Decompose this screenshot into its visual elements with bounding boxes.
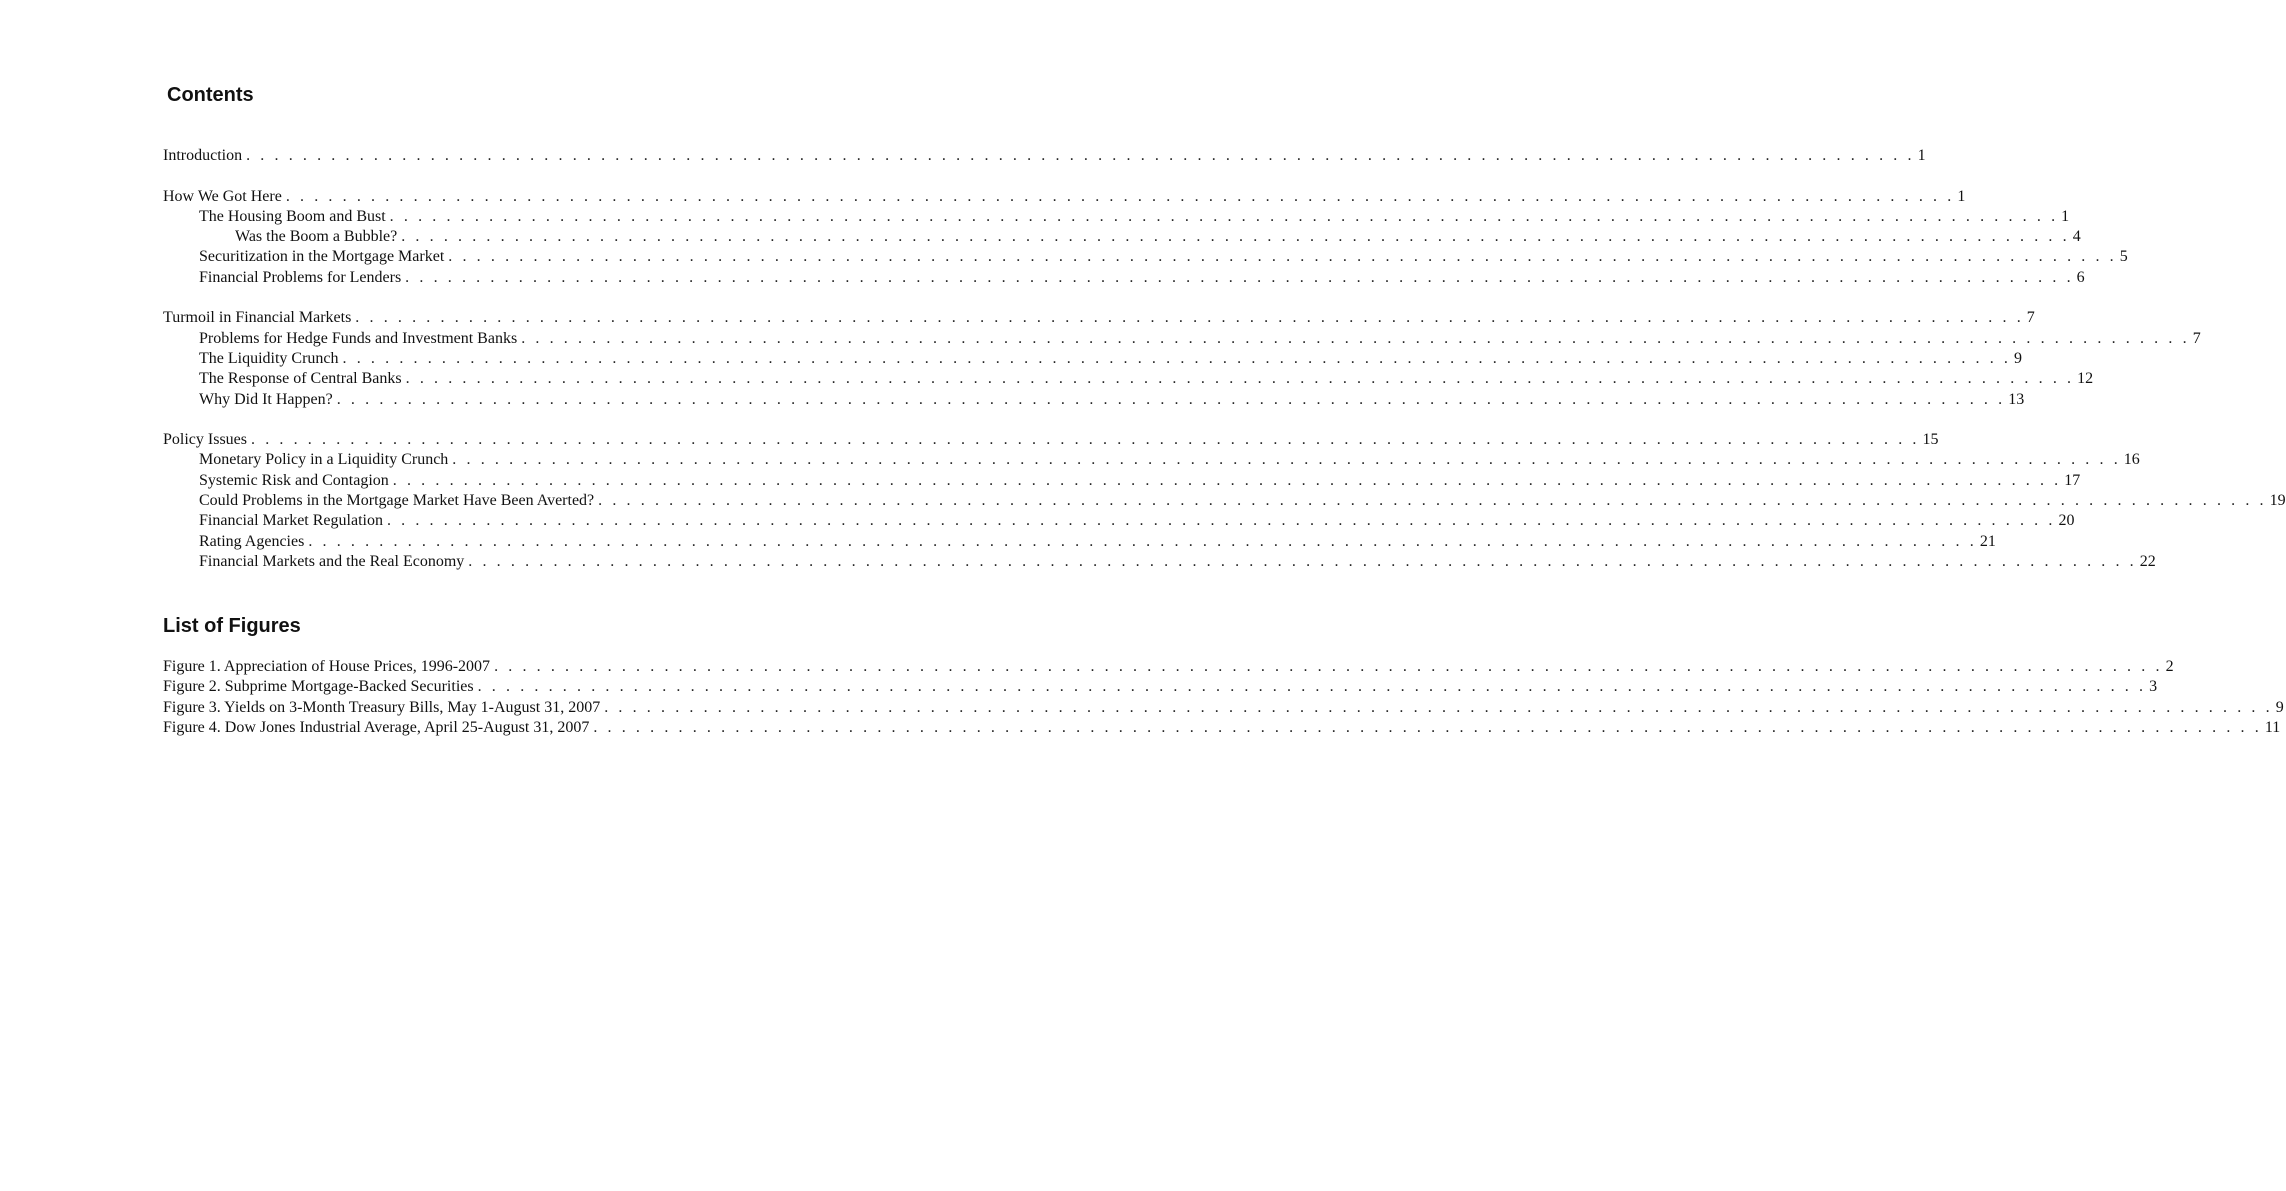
toc-entry-page-number: 22 bbox=[2139, 552, 2156, 570]
dot-leader: . . . . . . . . . . . . . . . . . . . . . . . . . . . . . . . . . . . . . . . . . . . . . . . . . . . . . . . . . . . . . . . . . . . . . . . . . . . . . . . . . . . . . . . . . . . . . . . . . . . . . . . . . . . . . . . . . . . . . . bbox=[336, 390, 2006, 408]
toc-entry[interactable] bbox=[163, 146, 1926, 166]
toc-entry-title: Securitization in the Mortgage Market bbox=[199, 248, 445, 266]
toc-entry-page-number: 20 bbox=[2058, 512, 2075, 530]
toc-entry-page-number: 13 bbox=[2008, 390, 2025, 408]
toc-entry-title: Problems for Hedge Funds and Investment Banks bbox=[199, 329, 518, 347]
toc-entry-title: Policy Issues bbox=[163, 431, 247, 449]
dot-leader: . . . . . . . . . . . . . . . . . . . . . . . . . . . . . . . . . . . . . . . . . . . . . . . . . . . . . . . . . . . . . . . . . . . . . . . . . . . . . . . . . . . . . . . . . . . . . . . . . . . . . . . . . . . . . . . . . . . . . . bbox=[405, 268, 2074, 286]
toc-entry[interactable] bbox=[163, 349, 2023, 369]
list-of-figures-heading: List of Figures bbox=[163, 615, 301, 637]
toc-entry-title: The Response of Central Banks bbox=[199, 370, 402, 388]
toc-entry-title: Financial Market Regulation bbox=[199, 512, 383, 530]
toc-entry[interactable] bbox=[163, 450, 2140, 470]
toc-entry-page-number: 19 bbox=[2269, 492, 2286, 510]
dot-leader: . . . . . . . . . . . . . . . . . . . . . . . . . . . . . . . . . . . . . . . . . . . . . . . . . . . . . . . . . . . . . . . . . . . . . . . . . . . . . . . . . . . . . . . . . . . . . . . . . . . . . . . . . . . . . . . . . . . . . . bbox=[598, 492, 2267, 510]
toc-entry[interactable] bbox=[163, 552, 2156, 572]
figure-entry-title: Figure 2. Subprime Mortgage-Backed Securities bbox=[163, 678, 474, 696]
toc-entry-page-number: 1 bbox=[1917, 147, 1926, 164]
toc-entry[interactable] bbox=[163, 430, 1939, 450]
figure-entry-page-number: 3 bbox=[2149, 678, 2158, 696]
toc-entry-title: Could Problems in the Mortgage Market Have Been Averted? bbox=[199, 492, 595, 510]
dot-leader: . . . . . . . . . . . . . . . . . . . . . . . . . . . . . . . . . . . . . . . . . . . . . . . . . . . . . . . . . . . . . . . . . . . . . . . . . . . . . . . . . . . . . . . . . . . . . . . . . . . . . . . . . . . . . . . . . . . . . . bbox=[468, 552, 2137, 570]
toc-entry-title: Systemic Risk and Contagion bbox=[199, 471, 389, 489]
toc-entry-title: Rating Agencies bbox=[199, 532, 305, 550]
toc-entry[interactable] bbox=[163, 532, 1996, 552]
toc-entry[interactable] bbox=[163, 491, 2286, 511]
toc-entry-page-number: 1 bbox=[2061, 207, 2070, 225]
toc-entry-page-number: 16 bbox=[2123, 451, 2140, 469]
figure-entry-page-number: 9 bbox=[2275, 698, 2284, 716]
toc-entry[interactable] bbox=[163, 390, 2025, 410]
dot-leader: . . . . . . . . . . . . . . . . . . . . . . . . . . . . . . . . . . . . . . . . . . . . . . . . . . . . . . . . . . . . . . . . . . . . . . . . . . . . . . . . . . . . . . . . . . . . . . . . . . . . . . . . . . . . . . . . . . . . . . bbox=[308, 532, 1977, 550]
figure-entry-page-number: 11 bbox=[2264, 718, 2281, 736]
dot-leader: . . . . . . . . . . . . . . . . . . . . . . . . . . . . . . . . . . . . . . . . . . . . . . . . . . . . . . . . . . . . . . . . . . . . . . . . . . . . . . . . . . . . . . . . . . . . . . . . . . . . . . . . . . . . . . . . . . . . . . bbox=[251, 431, 1920, 449]
dot-leader: . . . . . . . . . . . . . . . . . . . . . . . . . . . . . . . . . . . . . . . . . . . . . . . . . . . . . . . . . . . . . . . . . . . . . . . . . . . . . . . . . . . . . . . . . . . . . . . . . . . . . . . . . . . . . . . . . . . . . . bbox=[494, 658, 2163, 675]
dot-leader: . . . . . . . . . . . . . . . . . . . . . . . . . . . . . . . . . . . . . . . . . . . . . . . . . . . . . . . . . . . . . . . . . . . . . . . . . . . . . . . . . . . . . . . . . . . . . . . . . . . . . . . . . . . . . . . . . . . . . . bbox=[342, 349, 2012, 367]
toc-entry[interactable] bbox=[163, 247, 2128, 267]
toc-entry-page-number: 1 bbox=[1957, 187, 1966, 205]
contents-section-group bbox=[163, 146, 1926, 166]
toc-entry-title: The Housing Boom and Bust bbox=[199, 207, 386, 225]
toc-entry-page-number: 15 bbox=[1922, 431, 1939, 449]
figure-entry-title: Figure 4. Dow Jones Industrial Average, April 25-August 31, 2007 bbox=[163, 718, 590, 736]
toc-entry-page-number: 17 bbox=[2064, 471, 2081, 489]
toc-entry-page-number: 7 bbox=[2192, 329, 2201, 347]
contents-heading: Contents bbox=[167, 84, 254, 106]
dot-leader: . . . . . . . . . . . . . . . . . . . . . . . . . . . . . . . . . . . . . . . . . . . . . . . . . . . . . . . . . . . . . . . . . . . . . . . . . . . . . . . . . . . . . . . . . . . . . . . . . . . . . . . . . . . . . . . . . . . . . . bbox=[405, 370, 2075, 388]
toc-entry[interactable] bbox=[163, 207, 2070, 227]
toc-entry[interactable] bbox=[163, 471, 2081, 491]
figures-list bbox=[163, 657, 2284, 738]
dot-leader: . . . . . . . . . . . . . . . . . . . . . . . . . . . . . . . . . . . . . . . . . . . . . . . . . . . . . . . . . . . . . . . . . . . . . . . . . . . . . . . . . . . . . . . . . . . . . . . . . . . . . . . . . . . . . . . . . . . . . . bbox=[401, 228, 2070, 246]
toc-entry[interactable] bbox=[163, 187, 1966, 207]
contents-list bbox=[163, 146, 2286, 572]
toc-entry-page-number: 21 bbox=[1979, 532, 1996, 550]
figure-entry[interactable] bbox=[163, 677, 2158, 697]
toc-entry-page-number: 12 bbox=[2077, 370, 2094, 388]
toc-entry[interactable] bbox=[163, 308, 2035, 328]
figure-entry-title: Figure 3. Yields on 3-Month Treasury Bills, May 1-August 31, 2007 bbox=[163, 698, 601, 716]
toc-entry-title: Financial Problems for Lenders bbox=[199, 268, 402, 286]
dot-leader: . . . . . . . . . . . . . . . . . . . . . . . . . . . . . . . . . . . . . . . . . . . . . . . . . . . . . . . . . . . . . . . . . . . . . . . . . . . . . . . . . . . . . . . . . . . . . . . . . . . . . . . . . . . . . . . . . . . . . . bbox=[452, 451, 2121, 469]
dot-leader: . . . . . . . . . . . . . . . . . . . . . . . . . . . . . . . . . . . . . . . . . . . . . . . . . . . . . . . . . . . . . . . . . . . . . . . . . . . . . . . . . . . . . . . . . . . . . . . . . . . . . . . . . . . . . . . . . . . . . . bbox=[386, 512, 2056, 530]
toc-entry-title: Was the Boom a Bubble? bbox=[235, 228, 398, 246]
toc-entry-page-number: 4 bbox=[2072, 228, 2081, 246]
figure-entry[interactable] bbox=[163, 657, 2174, 677]
dot-leader: . . . . . . . . . . . . . . . . . . . . . . . . . . . . . . . . . . . . . . . . . . . . . . . . . . . . . . . . . . . . . . . . . . . . . . . . . . . . . . . . . . . . . . . . . . . . . . . . . . . . . . . . . . . . . . . . . . . . . . bbox=[477, 678, 2147, 696]
dot-leader: . . . . . . . . . . . . . . . . . . . . . . . . . . . . . . . . . . . . . . . . . . . . . . . . . . . . . . . . . . . . . . . . . . . . . . . . . . . . . . . . . . . . . . . . . . . . . . . . . . . . . . . . . . . . . . . . . . . . . . bbox=[392, 471, 2062, 489]
toc-entry-page-number: 9 bbox=[2014, 349, 2023, 367]
toc-entry-title: Introduction bbox=[163, 147, 243, 164]
toc-entry-title: Turmoil in Financial Markets bbox=[163, 309, 352, 327]
toc-entry-title: Why Did It Happen? bbox=[199, 390, 333, 408]
contents-section-group bbox=[163, 187, 2128, 288]
toc-entry-title: Financial Markets and the Real Economy bbox=[199, 552, 465, 570]
toc-entry-page-number: 6 bbox=[2076, 268, 2085, 286]
dot-leader: . . . . . . . . . . . . . . . . . . . . . . . . . . . . . . . . . . . . . . . . . . . . . . . . . . . . . . . . . . . . . . . . . . . . . . . . . . . . . . . . . . . . . . . . . . . . . . . . . . . . . . . . . . . . . . . . . . . . . . bbox=[285, 187, 1955, 205]
figure-entry-title: Figure 1. Appreciation of House Prices, 1996-2007 bbox=[163, 658, 491, 675]
dot-leader: . . . . . . . . . . . . . . . . . . . . . . . . . . . . . . . . . . . . . . . . . . . . . . . . . . . . . . . . . . . . . . . . . . . . . . . . . . . . . . . . . . . . . . . . . . . . . . . . . . . . . . . . . . . . . . . . . . . . . . bbox=[521, 329, 2190, 347]
dot-leader: . . . . . . . . . . . . . . . . . . . . . . . . . . . . . . . . . . . . . . . . . . . . . . . . . . . . . . . . . . . . . . . . . . . . . . . . . . . . . . . . . . . . . . . . . . . . . . . . . . . . . . . . . . . . . . . . . . . . . . bbox=[246, 147, 1915, 164]
figure-entry[interactable] bbox=[163, 698, 2284, 718]
dot-leader: . . . . . . . . . . . . . . . . . . . . . . . . . . . . . . . . . . . . . . . . . . . . . . . . . . . . . . . . . . . . . . . . . . . . . . . . . . . . . . . . . . . . . . . . . . . . . . . . . . . . . . . . . . . . . . . . . . . . . . bbox=[593, 718, 2262, 736]
contents-section-group bbox=[163, 430, 2286, 572]
toc-entry[interactable] bbox=[163, 329, 2201, 349]
dot-leader: . . . . . . . . . . . . . . . . . . . . . . . . . . . . . . . . . . . . . . . . . . . . . . . . . . . . . . . . . . . . . . . . . . . . . . . . . . . . . . . . . . . . . . . . . . . . . . . . . . . . . . . . . . . . . . . . . . . . . . bbox=[355, 309, 2024, 327]
toc-entry-page-number: 5 bbox=[2119, 248, 2128, 266]
dot-leader: . . . . . . . . . . . . . . . . . . . . . . . . . . . . . . . . . . . . . . . . . . . . . . . . . . . . . . . . . . . . . . . . . . . . . . . . . . . . . . . . . . . . . . . . . . . . . . . . . . . . . . . . . . . . . . . . . . . . . . bbox=[448, 248, 2117, 266]
toc-entry[interactable] bbox=[163, 369, 2094, 389]
figure-entry-page-number: 2 bbox=[2165, 658, 2174, 675]
toc-entry[interactable] bbox=[163, 511, 2075, 531]
contents-section-group bbox=[163, 308, 2201, 409]
dot-leader: . . . . . . . . . . . . . . . . . . . . . . . . . . . . . . . . . . . . . . . . . . . . . . . . . . . . . . . . . . . . . . . . . . . . . . . . . . . . . . . . . . . . . . . . . . . . . . . . . . . . . . . . . . . . . . . . . . . . . . bbox=[604, 698, 2273, 716]
toc-entry-title: Monetary Policy in a Liquidity Crunch bbox=[199, 451, 449, 469]
dot-leader: . . . . . . . . . . . . . . . . . . . . . . . . . . . . . . . . . . . . . . . . . . . . . . . . . . . . . . . . . . . . . . . . . . . . . . . . . . . . . . . . . . . . . . . . . . . . . . . . . . . . . . . . . . . . . . . . . . . . . . bbox=[389, 207, 2059, 225]
toc-entry[interactable] bbox=[163, 227, 2081, 247]
figure-entry[interactable] bbox=[163, 718, 2281, 738]
toc-entry-title: How We Got Here bbox=[163, 187, 282, 205]
toc-entry-title: The Liquidity Crunch bbox=[199, 349, 339, 367]
toc-entry[interactable] bbox=[163, 268, 2085, 288]
toc-entry-page-number: 7 bbox=[2026, 309, 2035, 327]
